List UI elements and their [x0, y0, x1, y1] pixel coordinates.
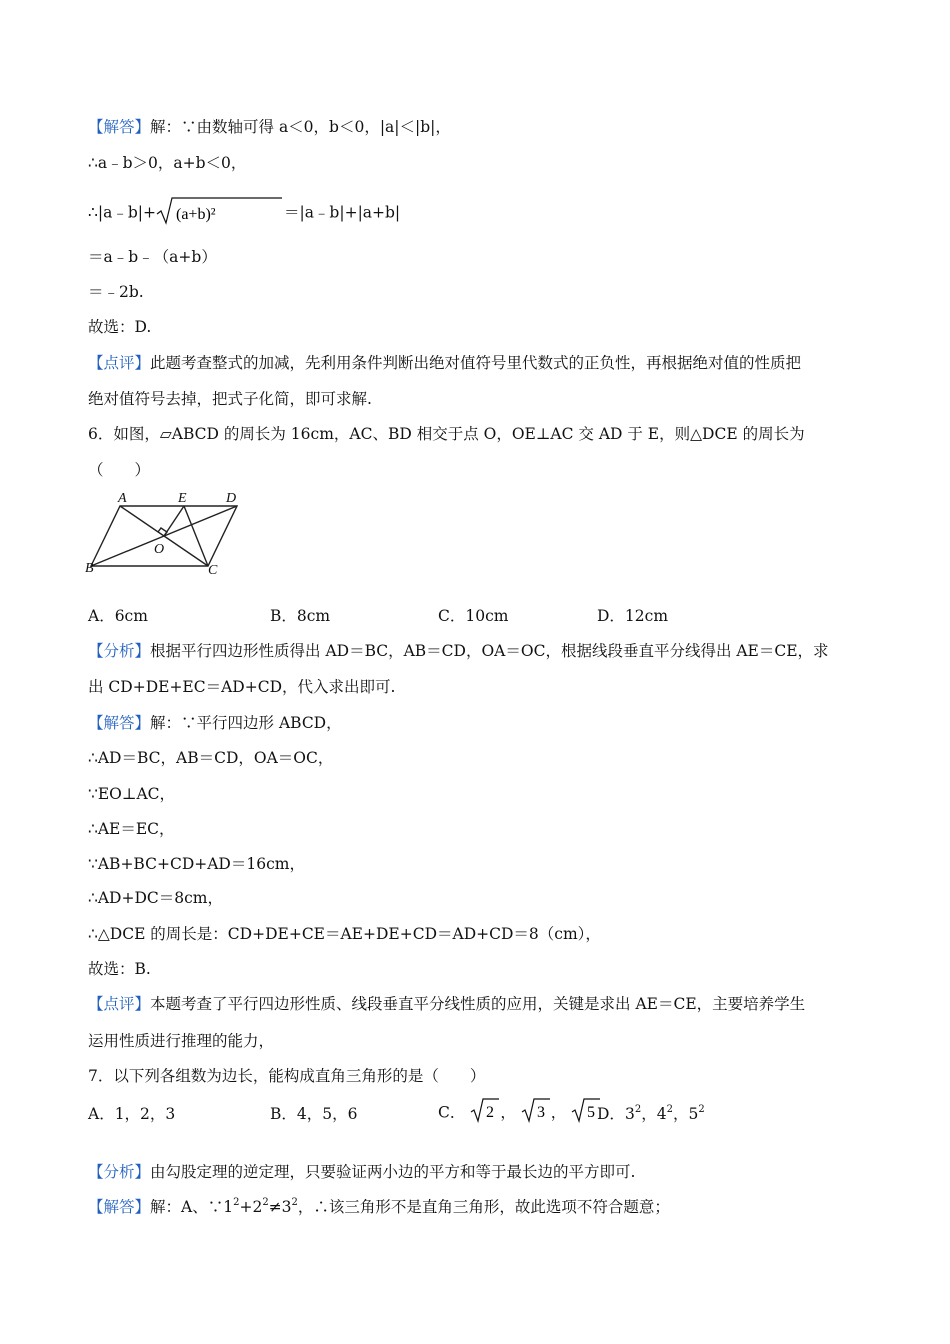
text: 根据平行四边形性质得出 AD＝BC，AB＝CD，OA＝OC，根据线段垂直平分线得出 AE＝CE，求	[150, 642, 829, 660]
q7-option-a[interactable]: A．1，2，3	[88, 1105, 176, 1123]
q6-stem-line2: （ ）	[88, 461, 151, 479]
q6-option-c[interactable]: C．10cm	[438, 607, 509, 625]
q5-solution-line4: ＝a﹣b﹣（a+b）	[88, 248, 217, 266]
label-O: O	[154, 542, 165, 557]
q7-option-d[interactable]: D．$3^2$，$4^2$，$5^2$	[597, 1104, 705, 1123]
sqrt-expression	[156, 196, 284, 231]
svg-text:5: 5	[587, 1104, 596, 1121]
q6-comment-line1	[88, 994, 805, 1014]
jieda-tag: 【解答】	[88, 118, 151, 136]
q6-analysis-line2: 出 CD+DE+EC＝AD+CD，代入求出即可.	[88, 678, 396, 696]
q6-solution-line5: ∵AB+BC+CD+AD＝16cm，	[88, 855, 305, 873]
q7-option-b[interactable]: B．4，5，6	[270, 1105, 358, 1123]
jieda-tag: 【解答】	[88, 714, 151, 732]
sqrt-3	[521, 1096, 551, 1129]
sqrt-2	[470, 1096, 500, 1129]
text: ＝|a﹣b|+|a+b|	[283, 203, 401, 222]
svg-text:3: 3	[536, 1104, 545, 1121]
q6-solution-line6: ∴AD+DC＝8cm，	[88, 889, 223, 907]
dianping-tag: 【点评】	[88, 354, 151, 372]
q6-analysis-line1	[88, 641, 829, 661]
q7-analysis	[88, 1162, 635, 1182]
label-E: E	[178, 491, 187, 506]
radicand: (a+b)²	[175, 206, 216, 223]
q5-comment-line2: 绝对值符号去掉，把式子化简，即可求解.	[88, 390, 372, 408]
q6-solution-line7: ∴△DCE 的周长是：CD+DE+CE＝AE+DE+CD＝AD+CD＝8（cm），	[88, 925, 601, 943]
svg-text:2: 2	[486, 1104, 495, 1121]
q6-solution-line8: 故选：B.	[88, 960, 151, 978]
text: 本题考查了平行四边形性质、线段垂直平分线性质的应用，关键是求出 AE＝CE，主要培养学生	[150, 995, 806, 1013]
q5-solution-line2: ∴a﹣b＞0，a+b＜0，	[88, 154, 247, 172]
q6-option-d[interactable]: D．12cm	[597, 607, 669, 625]
q6-solution-line3: ∵EO⊥AC，	[88, 785, 176, 803]
text: ∴|a﹣b|+	[88, 203, 156, 222]
fenxi-tag: 【分析】	[88, 1163, 151, 1181]
q7-stem: 7．以下列各组数为边长，能构成直角三角形的是（ ）	[88, 1067, 486, 1085]
label-B: B	[85, 561, 94, 576]
option-label: C．	[438, 1103, 466, 1122]
text: 由勾股定理的逆定理，只要验证两小边的平方和等于最长边的平方即可.	[150, 1163, 636, 1181]
q6-solution-line4: ∴AE＝EC，	[88, 820, 175, 838]
text: 解：∵平行四边形 ABCD，	[150, 714, 342, 732]
fenxi-tag: 【分析】	[88, 642, 151, 660]
jieda-tag: 【解答】	[88, 1198, 151, 1216]
q7-option-c[interactable]: C． 2 ， 3 ， 5	[438, 1096, 601, 1126]
dianping-tag: 【点评】	[88, 995, 151, 1013]
parallelogram-figure	[84, 486, 254, 586]
q5-solution-line3	[88, 196, 400, 231]
q7-solution-line1: 【解答】解：A、$\because 1^2+2^2\ne 3^2$，∴该三角形不是直角三角形，故此选项不符合题意；	[88, 1197, 670, 1216]
label-A: A	[118, 491, 127, 506]
q6-solution-line1	[88, 713, 342, 733]
q6-option-b[interactable]: B．8cm	[270, 607, 331, 625]
q6-comment-line2: 运用性质进行推理的能力，	[88, 1032, 275, 1050]
label-D: D	[226, 491, 237, 506]
q6-stem-line1: 6．如图，▱ABCD 的周长为 16cm，AC、BD 相交于点 O，OE⊥AC 交 AD 于 E，则△DCE 的周长为	[88, 425, 805, 443]
label-C: C	[208, 563, 218, 578]
q6-solution-line2: ∴AD＝BC，AB＝CD，OA＝OC，	[88, 749, 334, 767]
text: 解：∵由数轴可得 a＜0，b＜0，|a|＜|b|，	[150, 118, 451, 136]
q5-solution-line6: 故选：D.	[88, 318, 152, 336]
q5-solution-line5: ＝﹣2b.	[88, 283, 144, 301]
text: 此题考查整式的加减，先利用条件判断出绝对值符号里代数式的正负性，再根据绝对值的性质把	[150, 354, 802, 372]
q5-comment-line1	[88, 353, 801, 373]
q5-solution-line1	[88, 117, 451, 137]
q6-option-a[interactable]: A．6cm	[88, 607, 148, 625]
